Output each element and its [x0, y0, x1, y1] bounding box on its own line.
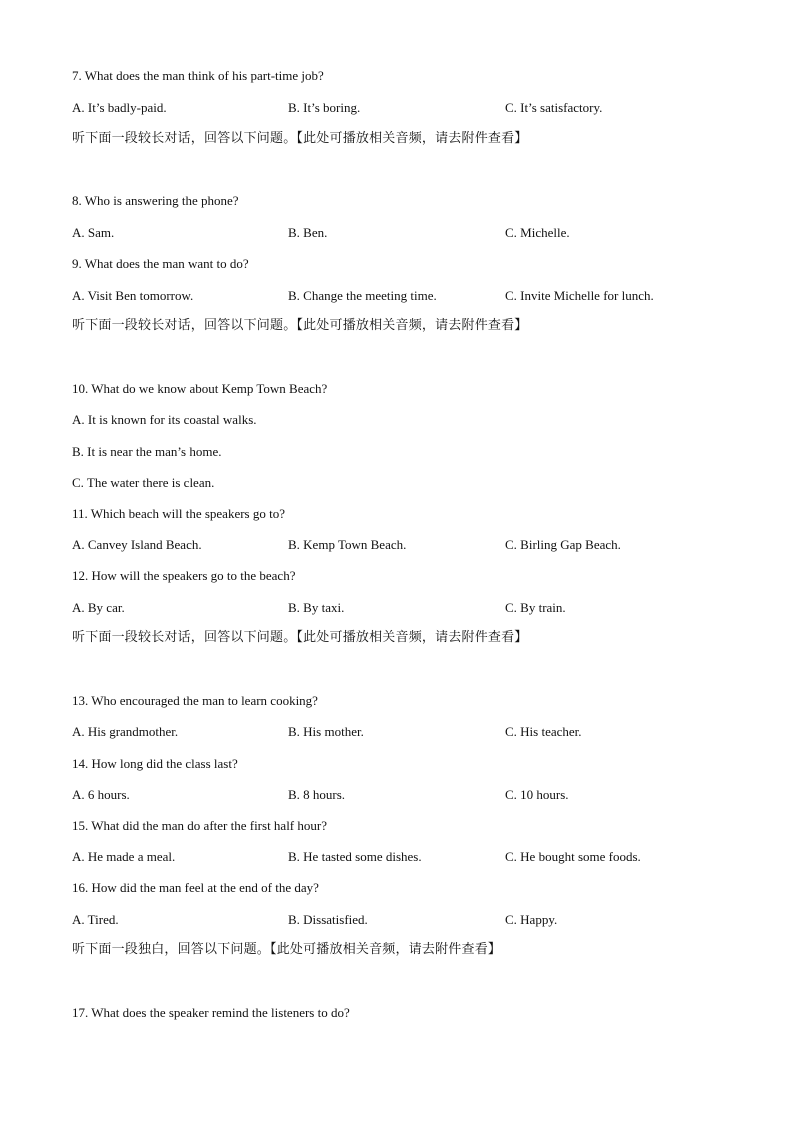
- question-16-option-b: B. Dissatisfied.: [288, 912, 368, 927]
- question-14-option-a: A. 6 hours.: [72, 787, 130, 802]
- question-13-option-a: A. His grandmother.: [72, 724, 179, 739]
- question-16-option-a: A. Tired.: [72, 912, 119, 927]
- question-10-option-a: A. It is known for its coastal walks.: [72, 412, 257, 427]
- question-12-option-b: B. By taxi.: [288, 600, 345, 615]
- question-9: 9. What does the man want to do?: [72, 256, 249, 271]
- question-13-option-c: C. His teacher.: [505, 724, 582, 739]
- question-16: 16. How did the man feel at the end of the day?: [72, 880, 319, 895]
- question-7-option-c: C. It’s satisfactory.: [505, 100, 603, 115]
- question-9-option-c: C. Invite Michelle for lunch.: [505, 288, 654, 303]
- question-7-option-b: B. It’s boring.: [288, 100, 361, 115]
- question-15-option-b: B. He tasted some dishes.: [288, 849, 422, 864]
- question-12-option-c: C. By train.: [505, 600, 566, 615]
- question-9-option-a: A. Visit Ben tomorrow.: [72, 288, 194, 303]
- question-14-option-b: B. 8 hours.: [288, 787, 346, 802]
- instruction-4: 听下面一段独白，回答以下问题。【此处可播放相关音频，请去附件查看】: [72, 942, 502, 957]
- question-13: 13. Who encouraged the man to learn cooking?: [72, 693, 318, 708]
- question-15-option-a: A. He made a meal.: [72, 849, 176, 864]
- question-8-option-c: C. Michelle.: [505, 225, 570, 240]
- question-12-option-a: A. By car.: [72, 600, 125, 615]
- question-14: 14. How long did the class last?: [72, 756, 238, 771]
- instruction-1: 听下面一段较长对话，回答以下问题。【此处可播放相关音频，请去附件查看】: [72, 131, 528, 146]
- instruction-3: 听下面一段较长对话，回答以下问题。【此处可播放相关音频，请去附件查看】: [72, 630, 528, 645]
- question-14-option-c: C. 10 hours.: [505, 787, 569, 802]
- question-15: 15. What did the man do after the first half hour?: [72, 818, 327, 833]
- question-10-option-b: B. It is near the man’s home.: [72, 444, 222, 459]
- question-17: 17. What does the speaker remind the listeners to do?: [72, 1005, 350, 1020]
- question-12: 12. How will the speakers go to the beach?: [72, 568, 296, 583]
- instruction-2: 听下面一段较长对话，回答以下问题。【此处可播放相关音频，请去附件查看】: [72, 318, 528, 333]
- question-10: 10. What do we know about Kemp Town Beach?: [72, 381, 328, 396]
- question-11-option-b: B. Kemp Town Beach.: [288, 537, 407, 552]
- question-7-option-a: A. It’s badly-paid.: [72, 100, 167, 115]
- question-16-option-c: C. Happy.: [505, 912, 558, 927]
- question-11-option-a: A. Canvey Island Beach.: [72, 537, 202, 552]
- question-9-option-b: B. Change the meeting time.: [288, 288, 437, 303]
- question-11-option-c: C. Birling Gap Beach.: [505, 537, 621, 552]
- question-7: 7. What does the man think of his part-time job?: [72, 68, 324, 83]
- question-8-option-a: A. Sam.: [72, 225, 115, 240]
- question-8: 8. Who is answering the phone?: [72, 193, 239, 208]
- question-10-option-c: C. The water there is clean.: [72, 475, 215, 490]
- question-15-option-c: C. He bought some foods.: [505, 849, 641, 864]
- question-11: 11. Which beach will the speakers go to?: [72, 506, 285, 521]
- question-8-option-b: B. Ben.: [288, 225, 328, 240]
- question-13-option-b: B. His mother.: [288, 724, 364, 739]
